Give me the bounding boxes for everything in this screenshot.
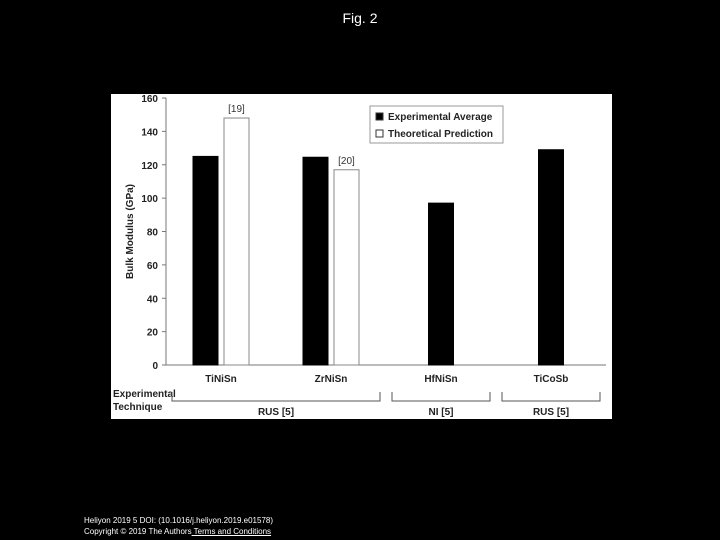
bar-zrnisn-theoretical [334,170,359,365]
legend-swatch [376,130,383,137]
y-tick-label: 20 [146,327,158,339]
bar-annotation: [20] [338,155,355,167]
bar-ticosb-experimental [539,150,564,365]
legend-entry: Experimental Average [388,112,493,123]
bar-annotation: [19] [228,104,245,116]
citation-text: Heliyon 2019 5 DOI: (10.1016/j.heliyon.2019.e01578) [84,516,274,525]
technique-label-line1: Experimental [113,389,176,400]
x-category-label: ZrNiSn [314,374,348,385]
y-tick-label: 160 [141,94,158,105]
technique-bracket [502,392,600,401]
figure-title: Fig. 2 [342,10,378,26]
bar-zrnisn-experimental [303,157,328,365]
technique-bracket [172,392,380,401]
x-category-label: TiCoSb [533,374,569,385]
x-category-label: TiNiSn [205,374,237,385]
technique-bracket [392,392,490,401]
technique-group-label: RUS [5] [257,407,295,418]
bar-tinisn-theoretical [224,118,249,365]
legend-entry: Theoretical Prediction [388,129,494,140]
y-tick-label: 140 [141,127,158,139]
y-tick-label: 120 [141,160,158,172]
copyright-text: Copyright © 2019 The Authors [84,527,192,536]
bar-chart [111,94,612,419]
chart-panel [111,94,612,419]
y-tick-label: 0 [152,361,158,372]
technique-group-label: NI [5] [428,407,454,418]
legend-swatch [376,113,383,120]
terms-link[interactable]: Terms and Conditions [191,527,272,536]
y-tick-label: 100 [141,194,158,206]
bar-tinisn-experimental [193,156,218,365]
footer [84,515,273,537]
y-tick-label: 40 [146,294,158,306]
y-axis-label: Bulk Modulus (GPa) [125,184,136,279]
y-tick-label: 80 [146,227,158,239]
technique-label-line2: Technique [113,402,163,413]
technique-group-label: RUS [5] [532,407,570,418]
bar-hfnisn-experimental [429,203,454,365]
copyright-line [84,526,273,537]
x-category-label: HfNiSn [424,374,458,385]
y-tick-label: 60 [146,260,158,272]
